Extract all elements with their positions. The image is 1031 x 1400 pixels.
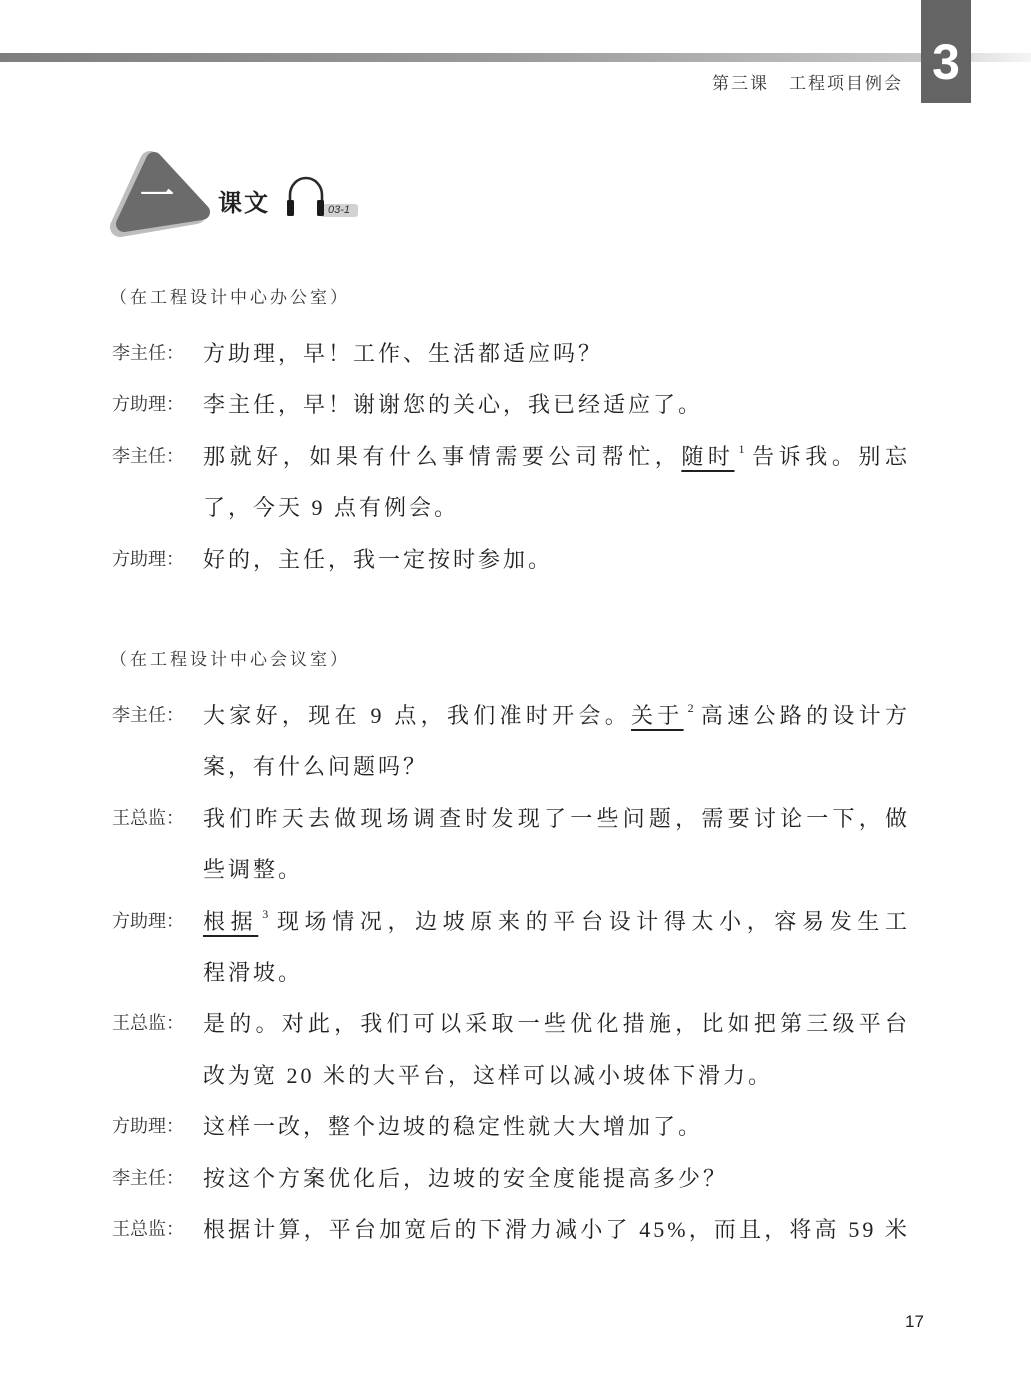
dialogue-entry [112, 534, 910, 585]
speaker-label: 方助理： [112, 548, 184, 569]
section-title: 课文 [218, 190, 270, 217]
speech-text: 现场情况，边坡原来的平台设计得太小，容易发生工 [274, 908, 910, 934]
speech-line: 是的。对此，我们可以采取一些优化措施，比如把第三级平台 [203, 1011, 910, 1037]
speech [203, 431, 910, 534]
running-head [712, 73, 903, 95]
speech [203, 328, 910, 379]
speech-line: 这样一改，整个边坡的稳定性就大大增加了。 [203, 1114, 704, 1140]
speaker-label: 李主任： [112, 343, 184, 363]
speaker-label: 方助理： [112, 1116, 184, 1137]
speech-text: 高速公路的设计方 [699, 703, 910, 728]
scene-setting: （在工程设计中心会议室） [110, 650, 350, 669]
lesson-number-tab [921, 0, 971, 103]
audio-track-label: 03-1 [320, 204, 358, 217]
speech [203, 793, 910, 896]
speaker-label: 李主任： [112, 445, 184, 466]
speech-line: 案，有什么问题吗？ [203, 754, 429, 780]
speech [203, 1204, 910, 1255]
speech-line: 程滑坡。 [203, 959, 304, 985]
speech [203, 534, 910, 585]
dialogue-entry [112, 1101, 910, 1152]
speaker-label: 李主任： [112, 705, 184, 725]
lesson-label: 第三课 [712, 74, 769, 93]
speech [203, 379, 910, 430]
speech [203, 690, 910, 793]
lesson-title: 工程项目例会 [789, 74, 903, 93]
dialogue-entry [112, 690, 910, 793]
header-rule-tail [971, 53, 1031, 62]
section-number: 一 [140, 177, 174, 215]
speaker-label: 方助理： [112, 910, 184, 931]
dialogue-entry [112, 328, 910, 379]
speaker-label: 王总监： [112, 1013, 184, 1034]
page-number: 17 [905, 1312, 924, 1331]
speech-text: 大家好，现在 9 点，我们准时开会。 [203, 703, 632, 728]
headphones-icon[interactable] [284, 175, 328, 221]
speech-line [203, 431, 910, 482]
note-marker: 3 [262, 906, 269, 921]
vocab-term: 根据 [203, 908, 259, 934]
speaker-label: 王总监： [112, 1218, 184, 1239]
speech-line: 按这个方案优化后，边坡的安全度能提高多少？ [203, 1165, 729, 1191]
speaker-label: 李主任： [112, 1167, 184, 1188]
dialogue-entry [112, 793, 910, 896]
speech-line: 我们昨天去做现场调查时发现了一些问题，需要讨论一下，做 [203, 805, 910, 831]
note-marker: 2 [687, 701, 694, 715]
speech-line: 好的，主任，我一定按时参加。 [203, 546, 554, 572]
dialogue-entry [112, 1153, 910, 1204]
speaker-label: 方助理： [112, 394, 184, 415]
speech-line: 了，今天 9 点有例会。 [203, 495, 460, 521]
speech [203, 896, 910, 999]
speech-text: 那就好，如果有什么事情需要公司帮忙， [203, 443, 682, 469]
speech [203, 1101, 910, 1152]
speech-line: 些调整。 [203, 857, 304, 883]
speech-text: 告诉我。别忘 [750, 443, 910, 469]
speech [203, 998, 910, 1101]
note-marker: 1 [738, 441, 745, 456]
speech-line [203, 896, 910, 947]
dialogue-entry [112, 1204, 910, 1255]
speech [203, 1153, 910, 1204]
header-rule [0, 53, 921, 62]
speech-line: 李主任，早！谢谢您的关心，我已经适应了。 [203, 392, 704, 418]
speech-line: 根据计算，平台加宽后的下滑力减小了 45%，而且，将高 59 米 [203, 1216, 910, 1242]
lesson-number: 3 [932, 34, 960, 90]
speech-line [203, 690, 910, 741]
dialogue-entry [112, 998, 910, 1101]
speaker-label: 王总监： [112, 807, 184, 828]
speech-line: 改为宽 20 米的大平台，这样可以减小坡体下滑力。 [203, 1062, 774, 1088]
dialogue-block [112, 690, 910, 1255]
speech-line: 方助理，早！工作、生活都适应吗？ [203, 341, 604, 366]
vocab-term: 随时 [681, 443, 735, 469]
dialogue-entry [112, 896, 910, 999]
dialogue-entry [112, 379, 910, 430]
scene-setting: （在工程设计中心办公室） [110, 288, 350, 307]
vocab-term: 关于 [631, 703, 684, 728]
dialogue-block [112, 328, 910, 585]
dialogue-entry [112, 431, 910, 534]
